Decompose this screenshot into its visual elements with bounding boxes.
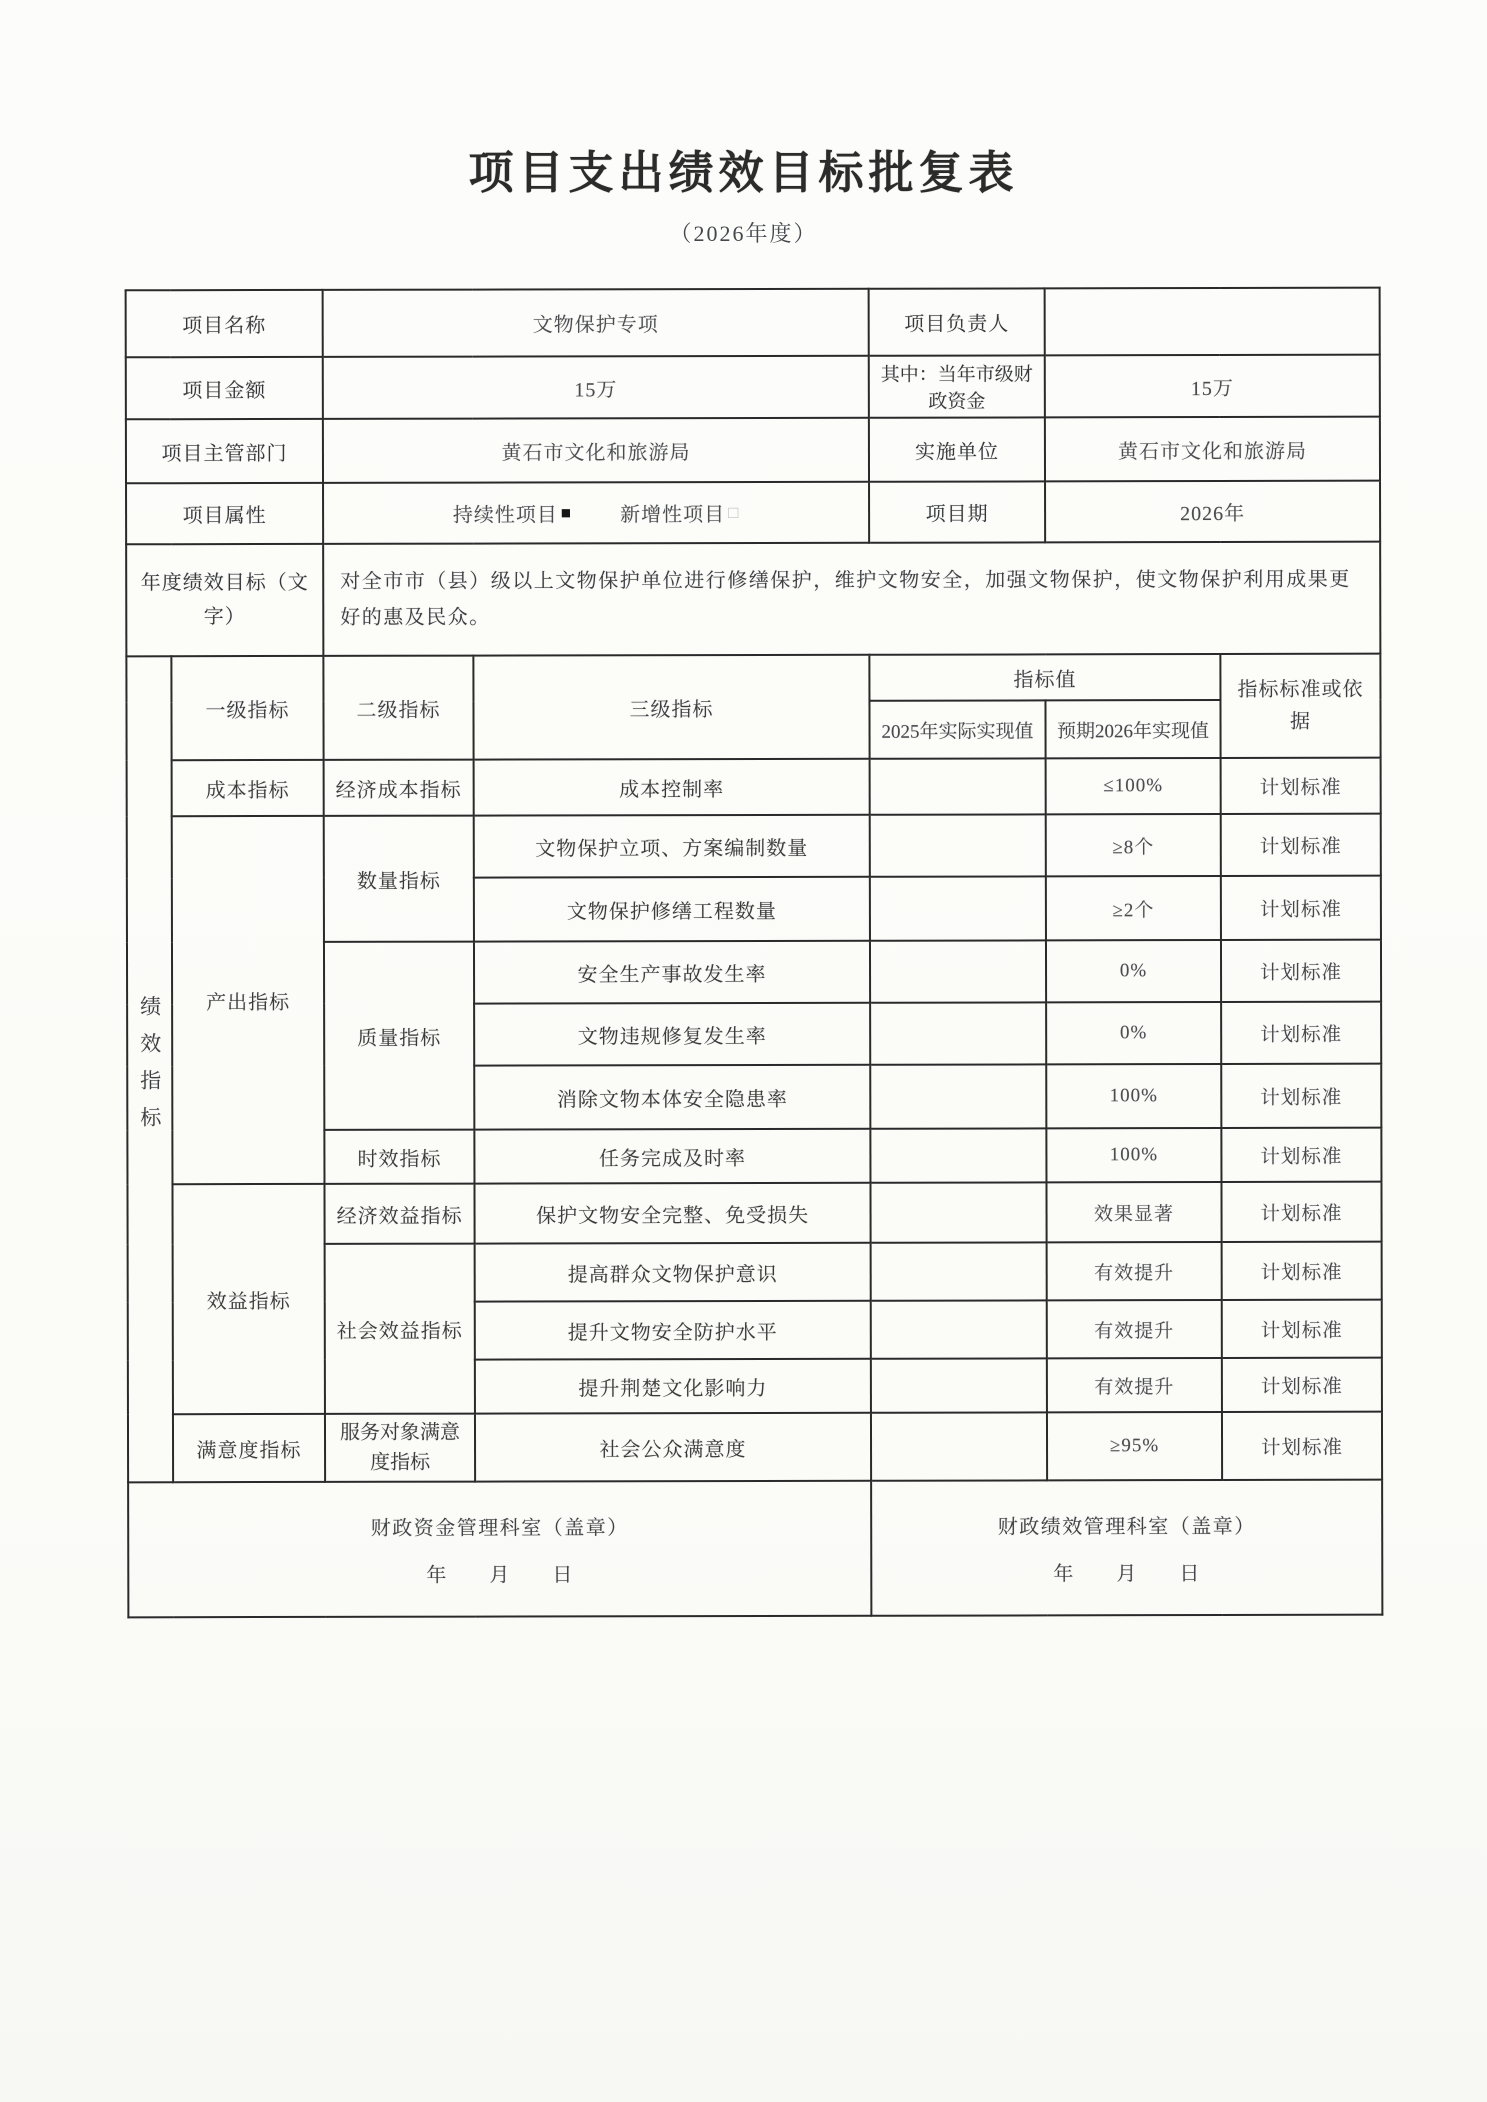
level3-cell: 安全生产事故发生率 <box>474 941 870 1004</box>
value-2026-cell: ≤100% <box>1046 758 1221 814</box>
page-subtitle: （2026年度） <box>669 221 818 246</box>
continuing-project-label: 持续性项目 <box>452 504 558 527</box>
value-2026-header: 预期2026年实现值 <box>1045 700 1220 758</box>
level2-cell: 质量指标 <box>324 942 474 1130</box>
info-row-department <box>126 417 1380 484</box>
level3-cell: 提高群众文物保护意识 <box>475 1243 871 1302</box>
level2-cell: 经济成本指标 <box>324 760 474 816</box>
level3-cell: 提升文物安全防护水平 <box>475 1301 871 1360</box>
value-2025-cell <box>871 1242 1047 1300</box>
value-2025-header: 2025年实际实现值 <box>869 700 1045 758</box>
value-2026-cell: 有效提升 <box>1047 1300 1222 1358</box>
city-fund-label: 其中：当年市级财政资金 <box>869 355 1045 417</box>
level3-cell: 文物保护修缮工程数量 <box>474 877 870 942</box>
standard-cell: 计划标准 <box>1221 1128 1381 1182</box>
value-2026-cell: 有效提升 <box>1047 1242 1222 1300</box>
level3-cell: 任务完成及时率 <box>474 1129 870 1184</box>
department-value: 黄石市文化和旅游局 <box>323 418 869 483</box>
standard-cell: 计划标准 <box>1222 1242 1382 1300</box>
value-2026-cell: ≥2个 <box>1046 876 1221 940</box>
annual-goal-text: 对全市市（县）级以上文物保护单位进行修缮保护，维护文物安全，加强文物保护，使文物保护利用成果更好的惠及民众。 <box>323 542 1380 656</box>
performance-management-date-line: 年 月 日 <box>1053 1562 1201 1585</box>
value-2025-cell <box>871 1358 1047 1412</box>
value-2026-cell: 100% <box>1046 1128 1221 1182</box>
project-leader-value <box>1045 288 1380 356</box>
level2-cell: 时效指标 <box>324 1130 474 1184</box>
level1-header: 一级指标 <box>171 656 323 760</box>
value-2025-cell <box>870 876 1046 940</box>
value-2025-cell <box>870 1128 1046 1182</box>
indicator-row <box>127 814 1381 879</box>
value-2026-cell: 100% <box>1046 1064 1221 1128</box>
annual-goal-label: 年度绩效目标（文字） <box>126 544 323 656</box>
value-2025-cell <box>871 1300 1047 1358</box>
fund-management-stamp-label: 财政资金管理科室（盖章） <box>370 1516 629 1540</box>
standard-cell: 计划标准 <box>1221 814 1381 876</box>
standard-cell: 计划标准 <box>1222 1300 1382 1358</box>
attribute-value <box>323 482 869 544</box>
project-leader-label: 项目负责人 <box>869 288 1045 355</box>
value-2025-cell <box>870 1064 1046 1128</box>
level2-cell: 服务对象满意度指标 <box>325 1414 475 1482</box>
level3-cell: 提升荆楚文化影响力 <box>475 1359 871 1414</box>
project-period-value: 2026年 <box>1045 481 1380 543</box>
info-row-project-amount <box>126 355 1380 420</box>
standard-cell: 计划标准 <box>1221 876 1381 940</box>
value-2026-cell: ≥8个 <box>1046 814 1221 876</box>
level3-cell: 文物保护立项、方案编制数量 <box>474 815 870 878</box>
city-fund-value: 15万 <box>1045 355 1380 418</box>
attribute-options <box>453 498 740 528</box>
project-name-label: 项目名称 <box>126 290 323 357</box>
project-period-label: 项目期 <box>869 481 1045 542</box>
performance-indicator-side-label: 绩效指标 <box>126 656 173 1482</box>
value-2025-cell <box>870 1002 1046 1064</box>
value-2025-cell <box>870 1182 1046 1242</box>
level2-header: 二级指标 <box>323 656 473 760</box>
project-amount-label: 项目金额 <box>126 357 323 419</box>
standard-cell: 计划标准 <box>1221 1064 1381 1128</box>
fund-management-signature-cell <box>128 1481 871 1618</box>
level2-cell: 数量指标 <box>324 816 474 942</box>
project-amount-value: 15万 <box>323 356 869 419</box>
implementing-unit-label: 实施单位 <box>869 417 1045 481</box>
level2-cell: 社会效益指标 <box>325 1244 475 1414</box>
signature-row <box>128 1480 1382 1618</box>
level3-cell: 成本控制率 <box>474 759 870 816</box>
implementing-unit-value: 黄石市文化和旅游局 <box>1045 417 1380 482</box>
standard-cell: 计划标准 <box>1221 1182 1381 1242</box>
approval-form-table <box>125 287 1384 1619</box>
level1-cell: 效益指标 <box>172 1184 324 1414</box>
page-title: 项目支出绩效目标批复表 <box>468 148 1019 198</box>
value-2026-cell: 有效提升 <box>1047 1358 1222 1412</box>
attribute-label: 项目属性 <box>126 483 323 544</box>
unchecked-checkbox-icon: □ <box>728 502 740 522</box>
performance-management-stamp-label: 财政绩效管理科室（盖章） <box>997 1515 1256 1538</box>
level3-cell: 保护文物安全完整、免受损失 <box>474 1183 870 1244</box>
standard-header: 指标标准或依据 <box>1220 654 1380 758</box>
value-2025-cell <box>870 758 1046 814</box>
standard-cell: 计划标准 <box>1222 1358 1382 1412</box>
standard-cell: 计划标准 <box>1221 940 1381 1002</box>
standard-cell: 计划标准 <box>1222 1412 1382 1480</box>
indicator-row <box>127 1182 1381 1245</box>
level3-cell: 社会公众满意度 <box>475 1413 871 1482</box>
new-project-label: 新增性项目 <box>620 504 726 527</box>
level1-cell: 产出指标 <box>172 816 325 1184</box>
project-name-value: 文物保护专项 <box>323 289 869 357</box>
indicator-row <box>127 758 1381 817</box>
value-2026-cell: 0% <box>1046 940 1221 1002</box>
checked-checkbox-icon: ■ <box>560 502 573 522</box>
indicator-value-group-header: 指标值 <box>869 654 1220 701</box>
indicator-row <box>128 1412 1382 1483</box>
indicator-header-row <box>126 654 1380 703</box>
performance-management-signature-cell <box>871 1480 1382 1616</box>
standard-cell: 计划标准 <box>1221 1002 1381 1064</box>
level1-cell: 成本指标 <box>172 760 324 816</box>
value-2025-cell <box>870 814 1046 876</box>
value-2026-cell: 效果显著 <box>1046 1182 1221 1242</box>
standard-cell: 计划标准 <box>1221 758 1381 814</box>
value-2025-cell <box>870 940 1046 1002</box>
fund-management-date-line: 年 月 日 <box>426 1563 574 1587</box>
level3-header: 三级指标 <box>473 655 869 760</box>
value-2026-cell: 0% <box>1046 1002 1221 1064</box>
value-2025-cell <box>871 1412 1047 1480</box>
value-2026-cell: ≥95% <box>1047 1412 1222 1480</box>
level3-cell: 文物违规修复发生率 <box>474 1003 870 1066</box>
level2-cell: 经济效益指标 <box>324 1184 474 1244</box>
level1-cell: 满意度指标 <box>173 1414 325 1482</box>
info-row-attribute <box>126 481 1380 545</box>
annual-goal-row <box>126 542 1380 657</box>
level3-cell: 消除文物本体安全隐患率 <box>474 1065 870 1130</box>
department-label: 项目主管部门 <box>126 419 323 483</box>
info-row-project-name <box>126 288 1380 358</box>
